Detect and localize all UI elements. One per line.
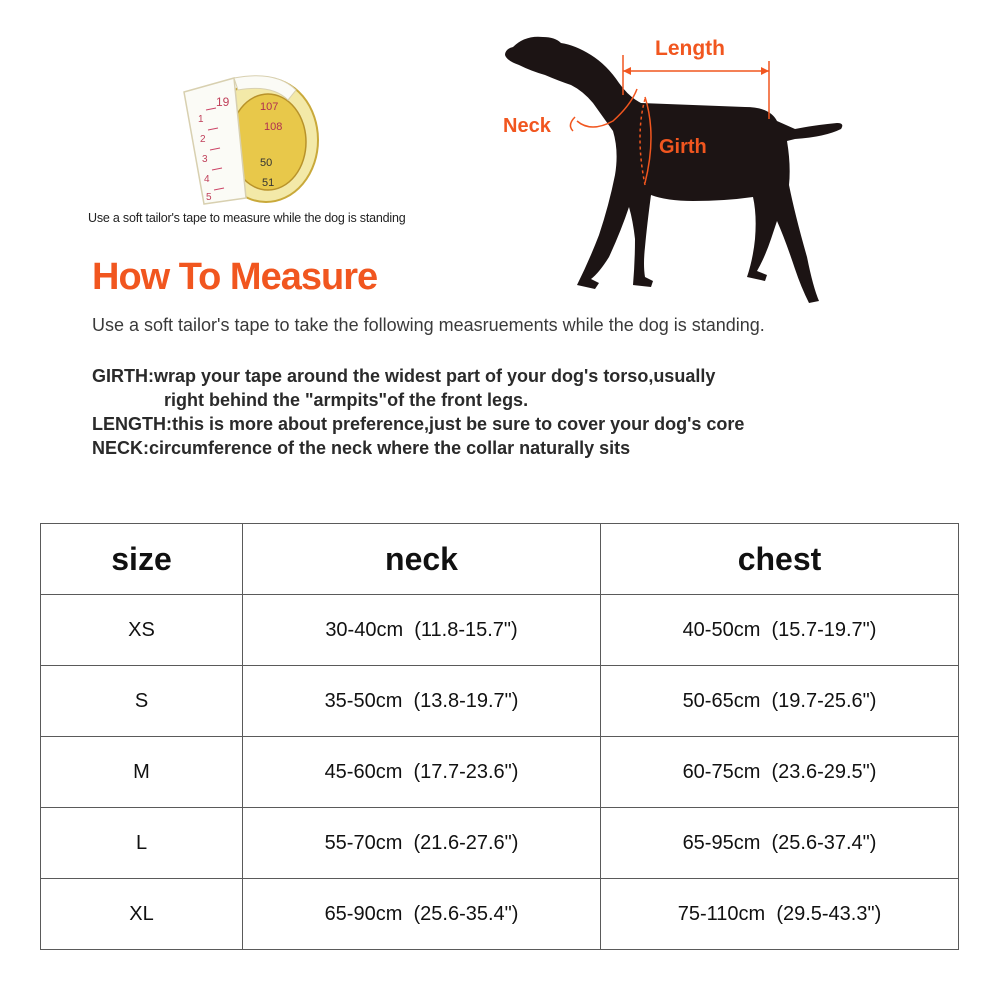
tape-number: 50 xyxy=(260,157,273,169)
header-chest: chest xyxy=(601,524,959,595)
table-row xyxy=(41,808,959,879)
girth-definition: GIRTH:wrap your tape around the widest part of your dog's torso,usually xyxy=(92,366,716,386)
intro-text: Use a soft tailor's tape to take the following measruements while the dog is standing. xyxy=(92,315,765,335)
neck-definition: NECK:circumference of the neck where the collar naturally sits xyxy=(92,438,631,458)
tape-number: 51 xyxy=(262,177,275,189)
tape-measure-image xyxy=(176,70,326,210)
tape-number: 3 xyxy=(202,154,208,165)
size-cell: M xyxy=(41,737,243,808)
table-header-row xyxy=(41,524,959,595)
tape-number: 19 xyxy=(216,95,230,109)
chest-cell: 40-50cm (15.7-19.7") xyxy=(601,595,959,666)
neck-cell: 35-50cm (13.8-19.7") xyxy=(243,666,601,737)
chest-cell: 50-65cm (19.7-25.6") xyxy=(601,666,959,737)
tape-number: 107 xyxy=(260,101,279,113)
tape-number: 2 xyxy=(200,134,206,145)
tape-number: 1 xyxy=(198,114,204,125)
neck-label: Neck xyxy=(503,115,551,137)
size-cell: XS xyxy=(41,595,243,666)
length-definition: LENGTH:this is more about preference,just be sure to cover your dog's core xyxy=(92,414,745,434)
neck-cell: 45-60cm (17.7-23.6") xyxy=(243,737,601,808)
chest-cell: 75-110cm (29.5-43.3") xyxy=(601,879,959,950)
tape-number: 108 xyxy=(264,121,283,133)
dog-measurement-diagram xyxy=(495,25,855,310)
size-chart-table xyxy=(40,523,959,950)
table-row xyxy=(41,879,959,950)
chest-cell: 60-75cm (23.6-29.5") xyxy=(601,737,959,808)
size-cell: L xyxy=(41,808,243,879)
measurement-definitions xyxy=(92,364,744,460)
size-cell: S xyxy=(41,666,243,737)
girth-definition-continued: right behind the "armpits"of the front legs. xyxy=(164,390,529,410)
length-label: Length xyxy=(655,37,725,60)
tape-number: 5 xyxy=(206,192,212,203)
dog-silhouette xyxy=(505,37,842,303)
header-neck: neck xyxy=(243,524,601,595)
how-to-measure-heading: How To Measure xyxy=(92,256,378,298)
girth-label: Girth xyxy=(659,136,707,158)
table-row xyxy=(41,737,959,808)
neck-cell: 30-40cm (11.8-15.7") xyxy=(243,595,601,666)
neck-cell: 55-70cm (21.6-27.6") xyxy=(243,808,601,879)
header-size: size xyxy=(41,524,243,595)
neck-cell: 65-90cm (25.6-35.4") xyxy=(243,879,601,950)
chest-cell: 65-95cm (25.6-37.4") xyxy=(601,808,959,879)
tape-number: 4 xyxy=(204,174,210,185)
size-cell: XL xyxy=(41,879,243,950)
table-row xyxy=(41,666,959,737)
tape-caption: Use a soft tailor's tape to measure while the dog is standing xyxy=(88,211,406,225)
table-row xyxy=(41,595,959,666)
